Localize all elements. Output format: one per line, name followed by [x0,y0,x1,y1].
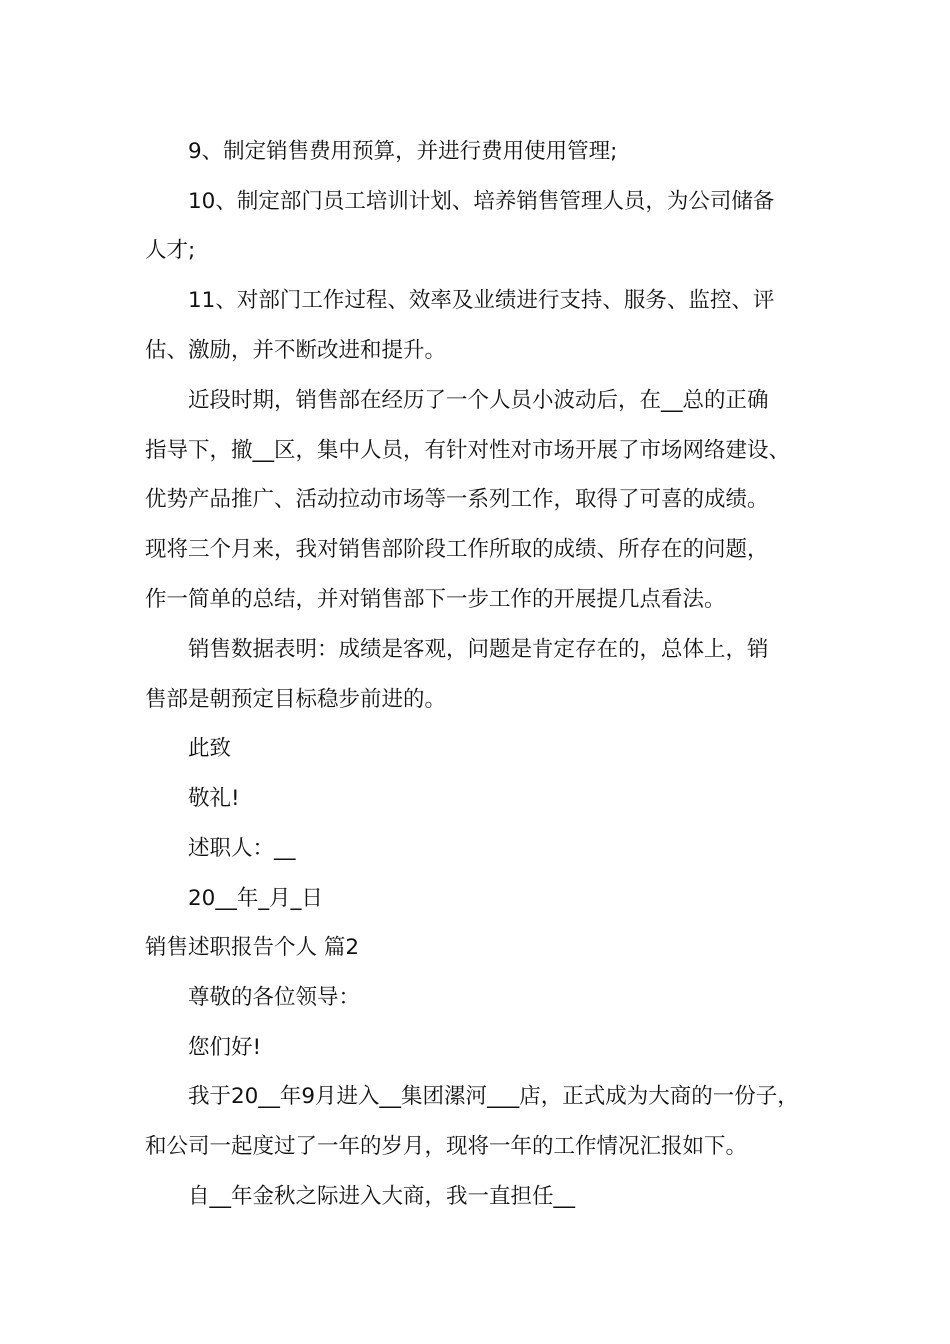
paragraph-line: 现将三个月来，我对销售部阶段工作所取的成绩、所存在的问题， [145,537,769,562]
paragraph-line: 近段时期，销售部在经历了一个人员小波动后，在__总的正确 [188,388,769,413]
paragraph-line: 作一简单的总结，并对销售部下一步工作的开展提几点看法。 [145,587,726,612]
paragraph-line: 估、激励，并不断改进和提升。 [145,338,447,363]
paragraph-line: 和公司一起度过了一年的岁月，现将一年的工作情况汇报如下。 [145,1134,748,1159]
paragraph-line: 我于20__年9月进入__集团漯河___店，正式成为大商的一份子， [188,1084,799,1109]
paragraph-line: 自__年金秋之际进入大商，我一直担任__ [188,1184,576,1209]
closing-line: 敬礼! [188,786,240,811]
paragraph-line: 售部是朝预定目标稳步前进的。 [145,687,447,712]
paragraph-line: 销售数据表明：成绩是客观，问题是肯定存在的，总体上，销 [188,637,769,662]
paragraph-line: 人才; [145,238,196,263]
closing-line: 此致 [188,736,232,761]
signature-line: 述职人：__ [188,836,296,861]
date-line: 20__年_月_日 [188,886,323,911]
paragraph-line: 指导下，撤__区，集中人员，有针对性对市场开展了市场网络建设、 [145,438,791,463]
greeting-line: 您们好! [188,1035,262,1060]
paragraph-line: 11、对部门工作过程、效率及业绩进行支持、服务、监控、评 [188,288,775,313]
section-heading: 销售述职报告个人 篇2 [145,935,360,960]
salutation-line: 尊敬的各位领导： [188,985,361,1010]
paragraph-line: 9、制定销售费用预算，并进行费用使用管理; [188,139,618,164]
paragraph-line: 优势产品推广、活动拉动市场等一系列工作，取得了可喜的成绩。 [145,487,769,512]
paragraph-line: 10、制定部门员工培训计划、培养销售管理人员，为公司储备 [188,189,775,214]
